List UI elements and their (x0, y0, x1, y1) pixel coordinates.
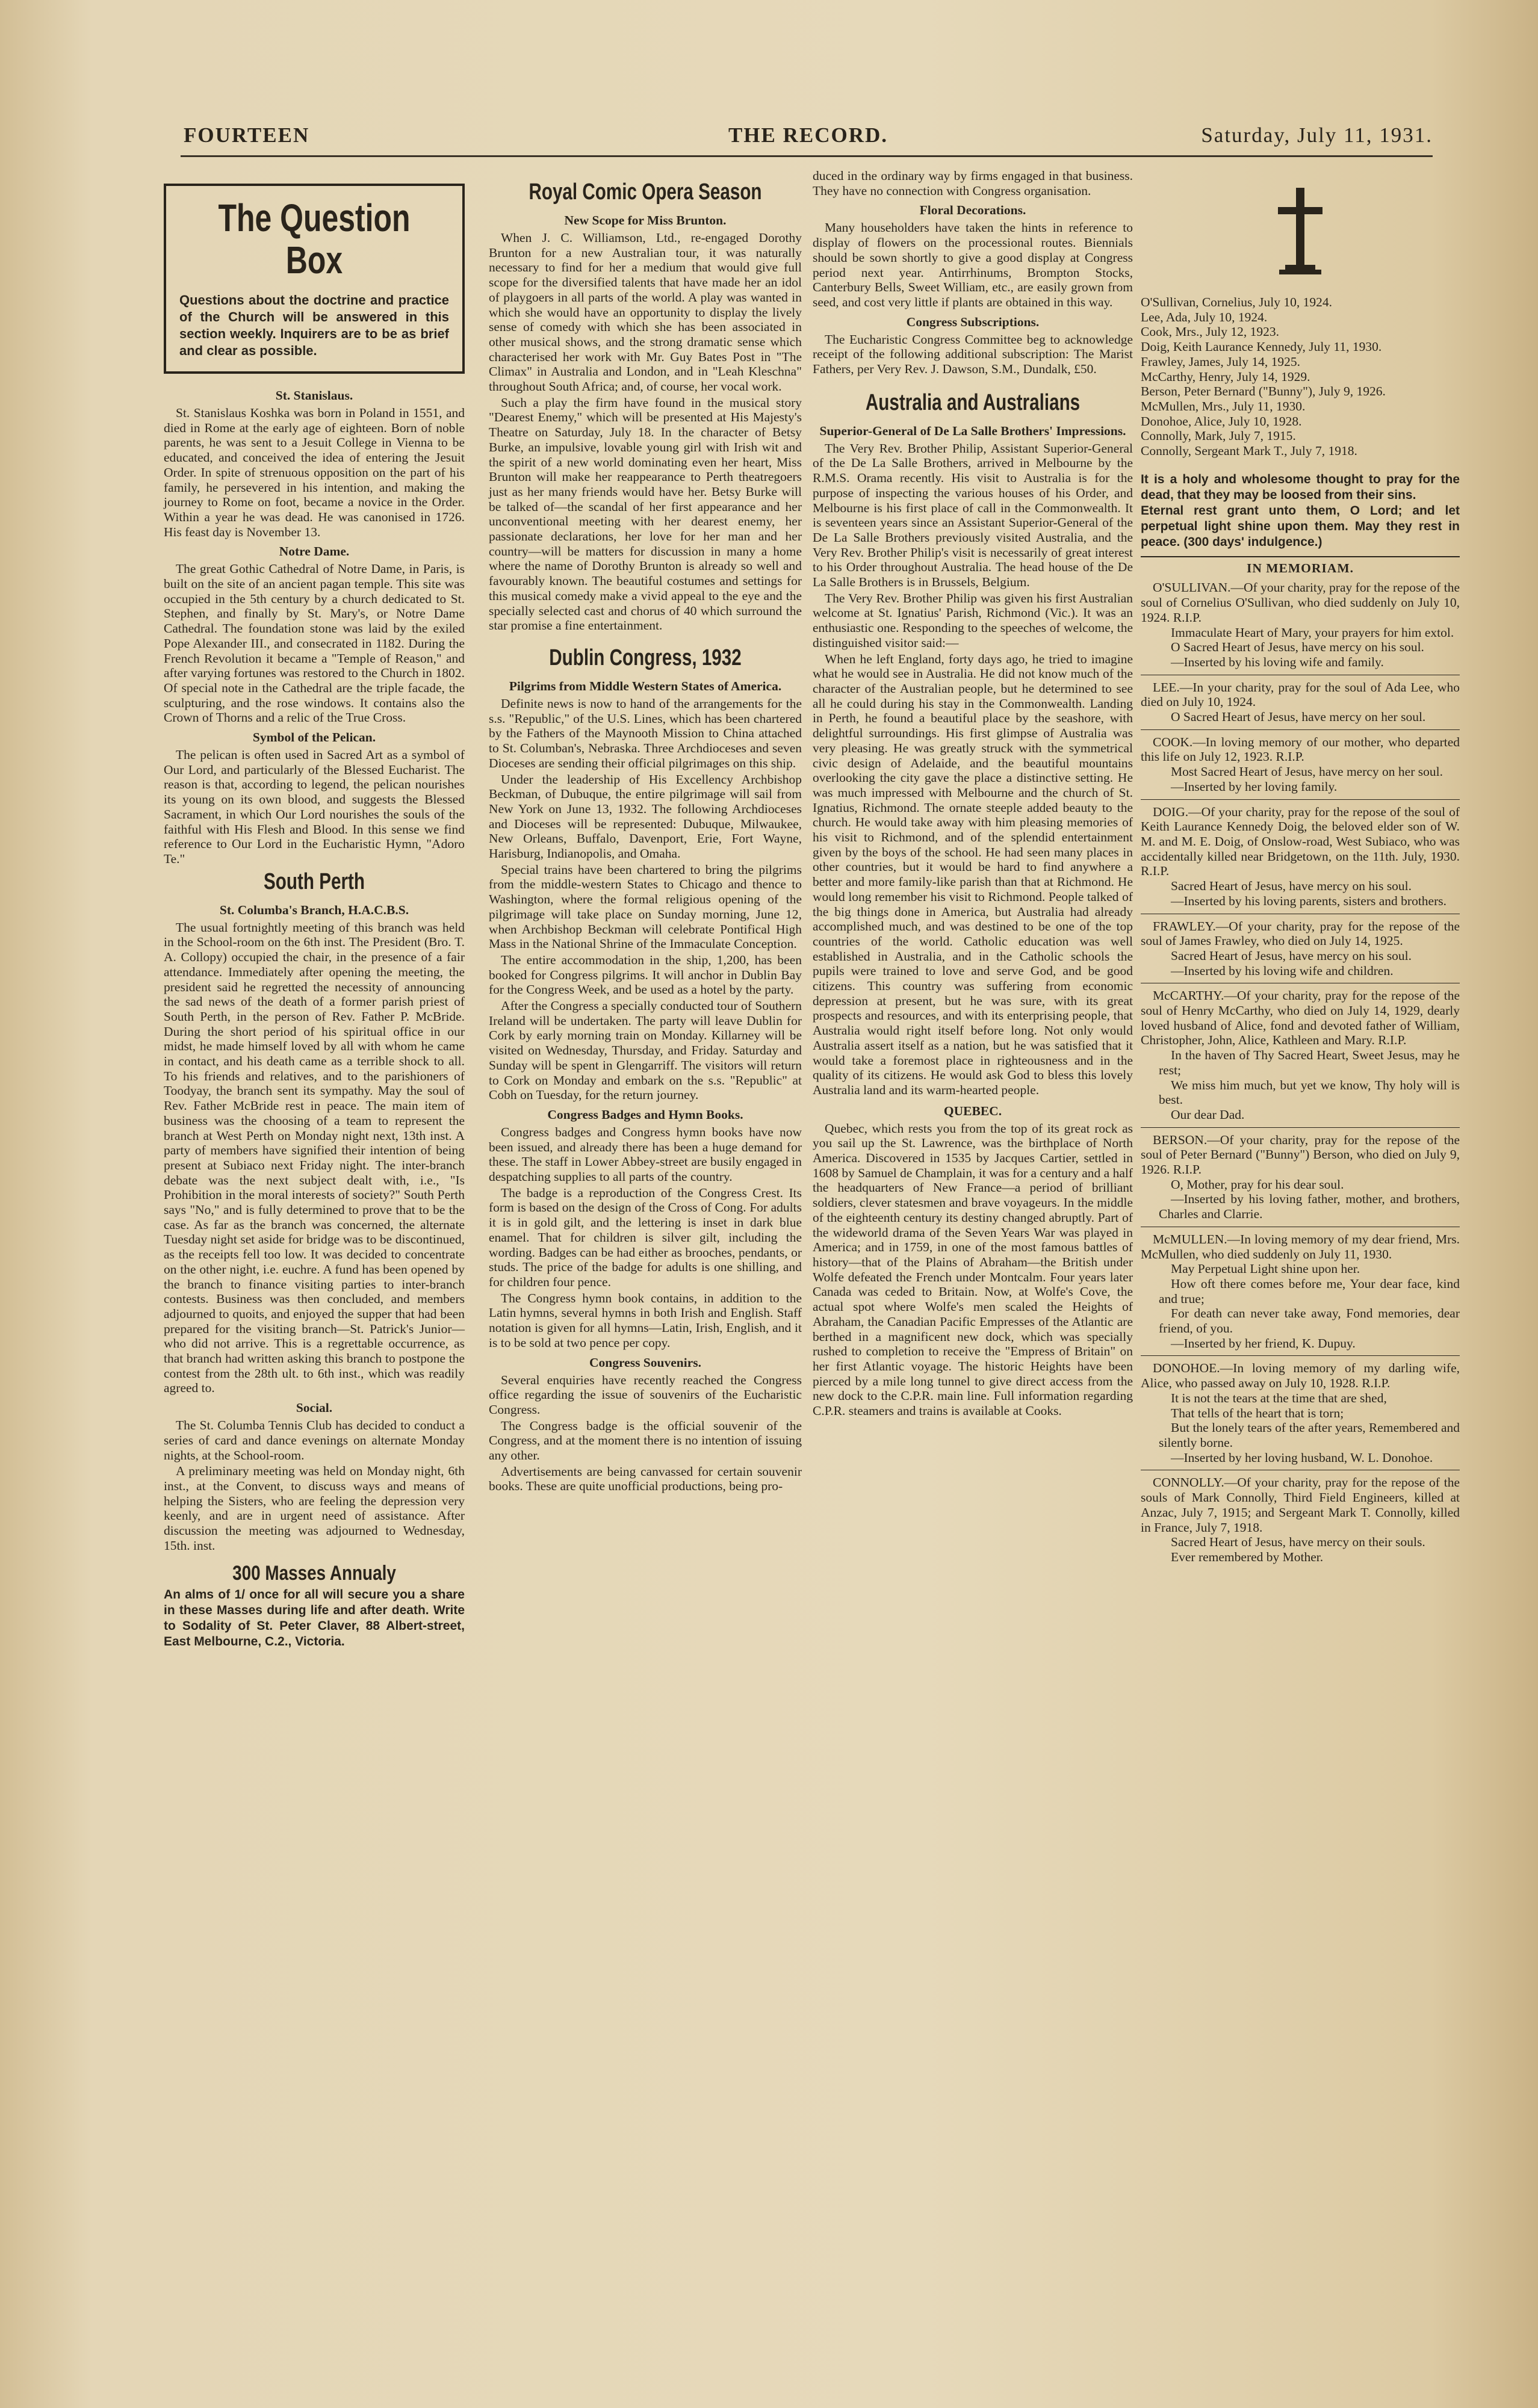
header-rule (181, 155, 1433, 157)
memoriam-divider (1141, 1355, 1460, 1356)
memoriam-line: FRAWLEY.—Of your charity, pray for the repose of the soul of James Frawley, who died on July 14, 1925. (1141, 918, 1460, 949)
article-continued: duced in the ordinary way by firms engaged in that business. They have no connection with Congress organisation. (813, 169, 1133, 198)
heading-superior-general: Superior-General of De La Salle Brothers' Impressions. (819, 423, 1126, 438)
column-2 (489, 169, 802, 1495)
memoriam-line: Our dear Dad. (1171, 1107, 1245, 1122)
obituary-entry: Connolly, Sergeant Mark T., July 7, 1918. (1141, 444, 1357, 459)
article-dublin-3: Special trains have been chartered to bring the pilgrims from the middle-western States to Chicago and thence to Washington, where the formal religious opening of the pilgrimage will take place on Sunday morning, June 12, when Archbishop Beckman will celebrate Pontifical High Mass in the National Shrine of the Immaculate Conception. (489, 862, 802, 952)
obituary-entry: Doig, Keith Laurance Kennedy, July 11, 1930. (1141, 339, 1382, 354)
memoriam-line: That tells of the heart that is torn; (1171, 1405, 1344, 1420)
memoriam-line: —Inserted by her loving family. (1171, 779, 1338, 794)
question-box-title: The Question Box (218, 196, 411, 282)
article-dublin-8: The Congress hymn book contains, in addition to the Latin hymns, several hymns in both Irish and English. Staff notation is given for all hymns—Latin, Irish, English, and it is to be sold at two pence per copy. (489, 1290, 802, 1350)
heading-notre-dame: Notre Dame. (279, 544, 350, 559)
article-dublin-5: After the Congress a specially conducted tour of Southern Ireland will be undertaken. The party will leave Dublin for Cork by early morning train on Monday. Killarney will be visited on Wednesday, Thursday, and Friday. Saturday and Sunday will be spent in Glengarriff. The visitors will return to Cork on Monday and embark on the s.s. "Republic" at Cobh on Tuesday, for the return journey. (489, 998, 802, 1103)
article-opera-1: When J. C. Williamson, Ltd., re-engaged Dorothy Brunton for a new Australian tour, it was naturally necessary to find for her a medium that would give full scope for the diversified talents that have made her an idol of playgoers in all parts of the world. A play was wanted in which she would have an opportunity to display the lively sense of comedy with which she has been associated in other musical shows, and the strong dramatic sense which characterised her work with Mr. Guy Bates Post in "The Climax" in Australia and London, and in "Leah Kleschna" throughout South Africa; and, of course, her vocal work. (489, 231, 802, 394)
article-dublin-2: Under the leadership of His Excellency Archbishop Beckman, of Dubuque, the entire pilgrimage will sail from New York on June 13, 1932. The following Archdioceses and Dioceses will be represented: Dubuque, Milwaukee, New Orleans, Buffalo, Davenport, Erie, Fort Wayne, Harisburg, Indianopolis, and Omaha. (489, 772, 802, 861)
title-masses: 300 Masses Annualy (232, 1561, 396, 1585)
article-australia-2: The Very Rev. Brother Philip was given his first Australian welcome at St. Ignatius' Parish, Richmond (Vic.). It was an enthusiastic one. Responding to the speeches of welcome, the distinguished visitor said:— (813, 590, 1133, 650)
memoriam-line: Sacred Heart of Jesus, have mercy on their souls. (1171, 1535, 1425, 1550)
article-quebec: Quebec, which rests you from the top of its great rock as you sail up the St. Lawrence, was the birthplace of North America. Discovered in 1535 by Jacques Cartier, settled in 1608 by Samuel de Champlain, it was for a century and a half the headquarters of New France—a period of brilliant soldiers, clever statesmen and brave voyageurs. In the middle of the eighteenth century its destiny changed abruptly. Part of the wideworld drama of the Seven Years War was played in America; and in 1759, in one of the most famous battles of history—that of the Plains of Abraham—the British under Wolfe defeated the French under Montcalm. Four years later Canada was ceded to Britain. Now, at Wolfe's Cove, the actual spot where Wolfe's men scaled the Heights of Abraham, the Canadian Pacific Empresses of the Atlantic are berthed in a magnificent new dock, which was specially rushed to completion to receive the "Empress of Britain" on her first Atlantic voyage. The historic Heights have been pierced by a mile long tunnel to give direct access from the new dock to the C.P.R. main line. Full information regarding C.P.R. steamers and trains is available at Cooks. (813, 1121, 1133, 1419)
memoriam-line: We miss him much, but yet we know, Thy holy will is best. (1159, 1077, 1460, 1107)
article-floral: Many householders have taken the hints in reference to display of flowers on the processional routes. Biennials should be sown shortly to give a good display at Congress period next year. Antirrhinums, Brompton Stocks, Canterbury Bells, Sweet William, etc., are easily grown from seed, and cost very little if plants are obtained in this way. (813, 220, 1133, 309)
memoriam-line: Most Sacred Heart of Jesus, have mercy on her soul. (1171, 764, 1443, 779)
column-1 (164, 169, 465, 1650)
memoriam-line: For death can never take away, Fond memories, dear friend, of you. (1159, 1306, 1460, 1336)
memoriam-line: —Inserted by her friend, K. Dupuy. (1171, 1336, 1356, 1351)
memoriam-line: —Inserted by his loving parents, sisters and brothers. (1171, 893, 1447, 908)
article-dublin-4: The entire accommodation in the ship, 1,200, has been booked for Congress pilgrims. It will anchor in Dublin Bay for the Congress Week, and be used as a hotel by the party. (489, 952, 802, 997)
memoriam-divider (1141, 729, 1460, 730)
obituary-entry: Berson, Peter Bernard ("Bunny"), July 9, 1926. (1141, 384, 1386, 399)
article-dublin-1: Definite news is now to hand of the arrangements for the s.s. "Republic," of the U.S. Lines, which has been chartered by the Fathers of the Maynooth Mission to China attached to St. Columban's, Nebraska. Three Archdioceses and seven Dioceses are sending their official pilgrimages on this ship. (489, 696, 802, 770)
question-box (164, 184, 465, 374)
obituary-entry: Cook, Mrs., July 12, 1923. (1141, 324, 1279, 339)
article-pelican: The pelican is often used in Sacred Art as a symbol of Our Lord, and particularly of the Blessed Eucharist. The reason is that, according to legend, the pelican nourishes its young on its own blood, and suggests the Blessed Sacrament, in which Our Lord nourishes the souls of the faithful with His Flesh and Blood. In this sense we find reference to Our Lord in the Eucharistic Hymn, "Adoro Te." (164, 747, 465, 866)
obituary-entry: Frawley, James, July 14, 1925. (1141, 354, 1300, 369)
title-opera: Royal Comic Opera Season (529, 179, 762, 205)
prayer-line-1: It is a holy and wholesome thought to pray for the dead, that they may be loosed from their sins. (1141, 472, 1460, 502)
heading-pilgrims: Pilgrims from Middle Western States of America. (509, 678, 782, 693)
memoriam-divider (1141, 799, 1460, 800)
memoriam-line: —Inserted by his loving father, mother, and brothers, Charles and Clarrie. (1159, 1192, 1460, 1222)
heading-stanislaus: St. Stanislaus. (275, 388, 353, 403)
heading-pelican: Symbol of the Pelican. (252, 730, 376, 745)
memoriam-line: It is not the tears at the time that are shed, (1171, 1390, 1387, 1405)
memoriam-line: O'SULLIVAN.—Of your charity, pray for the repose of the soul of Cornelius O'Sullivan, who died suddenly on July 10, 1924. R.I.P. (1141, 580, 1460, 625)
article-dublin-10: The Congress badge is the official souvenir of the Congress, and at the moment there is no intention of issuing any other. (489, 1418, 802, 1463)
article-dublin-11: Advertisements are being canvassed for certain souvenir books. These are quite unofficial productions, being pro- (489, 1464, 802, 1494)
prayer-line-2: Eternal rest grant unto them, O Lord; and let perpetual light shine upon them. May they rest in peace. (300 days' indulgence.) (1141, 503, 1460, 549)
question-box-description: Questions about the doctrine and practice of the Church will be answered in this section weekly. Inquirers are to be as brief and clear as possible. (179, 292, 449, 358)
memoriam-line: COOK.—In loving memory of our mother, who departed this life on July 12, 1923. R.I.P. (1141, 734, 1460, 764)
article-australia-1: The Very Rev. Brother Philip, Assistant Superior-General of the De La Salle Brothers, arrived in Melbourne by the R.M.S. Orama recently. His visit to Australia is for the purpose of inspecting the various houses of his Order, and Melbourne is his first place of call in the Commonwealth. It is seventeen years since an Assistant Superior-General of the De La Salle Brothers previously visited Australia, and the Very Rev. Brother Philip's visit is necessarily of great interest to his Order throughout Australia. The head house of the De La Salle Brothers is in Brussels, Belgium. (813, 441, 1133, 590)
memoriam-line: In the haven of Thy Sacred Heart, Sweet Jesus, may he rest; (1159, 1048, 1460, 1077)
heading-subscriptions: Congress Subscriptions. (906, 314, 1040, 329)
masses-notice: An alms of 1/ once for all will secure you a share in these Masses during life and after death. Write to Sodality of St. Peter Claver, 88 Albert-street, East Melbourne, C.2., Victoria. (164, 1587, 465, 1648)
page-number: FOURTEEN (184, 123, 310, 147)
memoriam-line: —Inserted by her loving husband, W. L. Donohoe. (1171, 1450, 1433, 1465)
obituary-entry: Lee, Ada, July 10, 1924. (1141, 309, 1268, 324)
title-australia: Australia and Australians (865, 389, 1081, 415)
heading-columba-branch: St. Columba's Branch, H.A.C.B.S. (219, 902, 409, 917)
heading-in-memoriam: IN MEMORIAM. (1246, 560, 1354, 575)
heading-floral: Floral Decorations. (919, 203, 1026, 218)
memoriam-line: McCARTHY.—Of your charity, pray for the repose of the soul of Henry McCarthy, who died on July 14, 1929, dearly loved husband of Alice, fond and devoted father of William, Christopher, John, Alice, Kathleen and Mary. R.I.P. (1141, 988, 1460, 1048)
title-dublin: Dublin Congress, 1932 (549, 645, 742, 670)
article-dublin-6: Congress badges and Congress hymn books have now been issued, and already there has been a huge demand for these. The staff in Lower Abbey-street are busily engaged in despatching supplies to all parts of the country. (489, 1124, 802, 1184)
obituary-entry: McMullen, Mrs., July 11, 1930. (1141, 398, 1306, 413)
article-south-perth-3: A preliminary meeting was held on Monday night, 6th inst., at the Convent, to discuss ways and means of helping the Sisters, who are feeling the depression very keenly, and are in urgent need of assistance. After discussion the meeting was adjourned to Wednesday, 15th. inst. (164, 1464, 465, 1553)
prayer-text (1141, 472, 1460, 550)
heading-quebec: QUEBEC. (943, 1103, 1002, 1118)
divider (1141, 556, 1460, 557)
memoriam-line: —Inserted by his loving wife and family. (1171, 654, 1384, 669)
memoriam-line: BERSON.—Of your charity, pray for the repose of the soul of Peter Bernard ("Bunny") Berson, who died on July 9, 1926. R.I.P. (1141, 1132, 1460, 1177)
masthead: THE RECORD. (728, 123, 888, 147)
obituary-entry: McCarthy, Henry, July 14, 1929. (1141, 369, 1310, 384)
memoriam-line: DONOHOE.—In loving memory of my darling wife, Alice, who passed away on July 10, 1928. R.I.P. (1141, 1361, 1460, 1391)
obituary-entry: O'Sullivan, Cornelius, July 10, 1924. (1141, 295, 1333, 309)
article-dublin-7: The badge is a reproduction of the Congress Crest. Its form is based on the design of the Cross of Cong. For adults it is in gold gilt, and the lettering is inset in dark blue enamel. That for children is silver gilt, including the wording. Badges can be had either as brooches, pendants, or studs. The price of the badge for adults is one shilling, and for children four pence. (489, 1185, 802, 1289)
article-dublin-9: Several enquiries have recently reached the Congress office regarding the issue of souvenirs of the Eucharistic Congress. (489, 1372, 802, 1417)
memoriam-line: How oft there comes before me, Your dear face, kind and true; (1159, 1276, 1460, 1306)
memoriam-line: O Sacred Heart of Jesus, have mercy on her soul. (1171, 710, 1426, 725)
memoriam-line: But the lonely tears of the after years, Remembered and silently borne. (1159, 1420, 1460, 1450)
memoriam-line: CONNOLLY.—Of your charity, pray for the repose of the souls of Mark Connolly, Third Field Engineers, killed at Anzac, July 7, 1915; and Sergeant Mark T. Connolly, killed in France, July 7, 1918. (1141, 1475, 1460, 1535)
issue-date: Saturday, July 11, 1931. (1201, 123, 1433, 147)
obituary-entry: Donohoe, Alice, July 10, 1928. (1141, 413, 1302, 429)
article-opera-2: Such a play the firm have found in the musical story "Dearest Enemy," which will be presented at His Majesty's Theatre on Saturday, July 18. In the character of Betsy Burke, an impulsive, lovable young girl with Irish wit and the spirit of a new world dominating even her heart, Miss Brunton will make her reappearance to Perth theatregoers just as her many friends would have her. Betsy Burke will be talked of—the scandal of her first appearance and her unconventional meeting with her dearest enemy, her passionate declarations, her love for her man and her country—will be matters for discussion in many a home where the name of Dorothy Brunton is already so well and favourably known. The beautiful costumes and settings for this musical comedy make a vivid appeal to the eye and the specially selected cast and chorus of 40 which surround the star promise a fine entertainment. (489, 395, 802, 633)
heading-badges: Congress Badges and Hymn Books. (547, 1107, 743, 1122)
article-notre-dame: The great Gothic Cathedral of Notre Dame, in Paris, is built on the site of an ancient pagan temple. This site was occupied in the 5th century by a church dedicated to St. Stephen, and finally by St. Mary's, or Notre Dame Cathedral. The foundation stone was laid by the exiled Pope Alexander III., and consecrated in 1182. During the French Revolution it became a "Temple of Reason," and after varying fortunes was restored to the Church in 1802. Of special note in the Cathedral are the triple facade, the sculpturing, and the rose windows. It contains also the Crown of Thorns and a relic of the True Cross. (164, 562, 465, 725)
article-australia-3: When he left England, forty days ago, he tried to imagine what he would see in Australia. He did not know much of the character of the Australian people, but he determined to see all he could during his stay in the Commonwealth. Landing in Perth, he found a beautiful place by the seashore, with delightful surroundings. His first glimpse of Australia was very pleasing. He was greatly struck with the symmetrical civic design of Adelaide, and the beautiful mountains overlooking the city gave the place a distinctive setting. He was much impressed with Melbourne and the church of St. Ignatius, Richmond. The ornate steeple added beauty to the church. He would take away with him pleasing memories of his visit to Richmond, and of the splendid entertainment given by the boys of the school. He had seen many places in other countries, but it would be hard to find anywhere a better and more family-like parish than that at Richmond. He would long remember his visit to Richmond. People talked of the big things done in America, but Australia had already accomplished much, and was destined to be one of the top countries of the world. Catholic education was well established in Australia, and in the Catholic schools the pupils were trained to love and serve God, and be good citizens. This country was suffering from economic depression at present, but he was sure, with its great prospects and resources, and with its enterprising people, that Australia would right itself before long. Not only would Australia assert itself as a nation, but he was satisfied that it would take a foremost place in righteousness and in the quality of its citizens. He would ask God to bless this lovely Australia land and its warm-hearted people. (813, 651, 1133, 1097)
article-stanislaus: St. Stanislaus Koshka was born in Poland in 1551, and died in Rome at the early age of eighteen. Born of noble parents, he was sent to a Jesuit College in Vienna to be educated, and conceived the idea of entering the Jesuit Order. In spite of strenuous opposition on the part of his family, he persevered in his intention, and making the journey to Rome on foot, became a novice in the Order. Within a year he was dead. He was canonised in 1726. His feast day is November 13. (164, 406, 465, 539)
heading-social: Social. (296, 1401, 333, 1416)
memoriam-line: Sacred Heart of Jesus, have mercy on his soul. (1171, 948, 1412, 963)
memoriam-line: Ever remembered by Mother. (1171, 1549, 1324, 1564)
column-4 (1141, 169, 1460, 1565)
memoriam-divider (1141, 1127, 1460, 1128)
memoriam-line: LEE.—In your charity, pray for the soul of Ada Lee, who died on July 10, 1924. (1141, 679, 1460, 710)
page-header (184, 123, 1433, 153)
article-south-perth-2: The St. Columba Tennis Club has decided to conduct a series of card and dance evenings on alternate Monday nights, at the School-room. (164, 1418, 465, 1462)
memoriam-list (1141, 580, 1460, 1564)
memoriam-line: Sacred Heart of Jesus, have mercy on his soul. (1171, 879, 1412, 894)
article-subscriptions: The Eucharistic Congress Committee beg to acknowledge receipt of the following additional subscription: The Marist Fathers, per Very Rev. J. Dawson, S.M., Dundalk, £50. (813, 332, 1133, 377)
title-south-perth: South Perth (264, 868, 365, 894)
memoriam-line: O Sacred Heart of Jesus, have mercy on his soul. (1171, 640, 1424, 655)
article-south-perth-1: The usual fortnightly meeting of this branch was held in the School-room on the 6th inst. The President (Bro. T. A. Collopy) occupied the chair, in the presence of a fair attendance. Immediately after opening the meeting, the president said he regretted the necessity of announcing the sad news of the death of a former parish priest of South Perth, in the person of Rev. Father P. McBride. During the short period of his spiritual office in our midst, he made himself loved by all with whom he came in contact, and his death came as a terrible shock to all. To his friends and relatives, and to the parishioners of Toodyay, the branch sent its sympathy. May the soul of Rev. Father McBride rest in peace. The main item of business was the choosing of a team to represent the branch at West Perth on Monday night next, 13th inst. A party of members have signified their intention of being present at Subiaco next Friday night. The inter-branch debate was the next subject dealt with, i.e., "Is Prohibition in the moral interests of society?" South Perth says "No," and is fully determined to prove that to be the case. As far as the branch was concerned, the alternate Tuesday night set aside for bridge was to be discontinued, as the receipts fell too low. It was decided to concentrate on the other night, i.e. euchre. A fund has been opened by the branch to finance visiting parties to inter-branch contests. Business was then concluded, and members adjourned to quoits, and enjoyed the supper that had been prepared for the visiting branch—St. Patrick's Junior—who did not arrive. This is a regrettable occurrence, as that branch had written asking this branch to postpone the contest from the 28th ult. to 6th inst., which was readily agreed to. (164, 920, 465, 1396)
memoriam-line: O, Mother, pray for his dear soul. (1171, 1177, 1344, 1192)
heading-souvenirs: Congress Souvenirs. (589, 1355, 701, 1370)
heading-brunton: New Scope for Miss Brunton. (564, 213, 727, 227)
column-3 (813, 169, 1133, 1420)
obituary-entry: Connolly, Mark, July 7, 1915. (1141, 429, 1296, 444)
obituary-list (1141, 295, 1460, 459)
memoriam-line: —Inserted by his loving wife and children. (1171, 963, 1394, 978)
memoriam-line: DOIG.—Of your charity, pray for the repose of the soul of Keith Laurance Kennedy Doig, the beloved elder son of W. M. and M. E. Doig, of Onslow-road, West Subiaco, who was accidentally killed near Bridgetown, on the 11th. July, 1930. R.I.P. (1141, 804, 1460, 879)
memoriam-line: Immaculate Heart of Mary, your prayers for him extol. (1171, 625, 1454, 640)
memoriam-line: May Perpetual Light shine upon her. (1171, 1261, 1360, 1277)
cross-icon (1273, 187, 1327, 277)
memoriam-line: McMULLEN.—In loving memory of my dear friend, Mrs. McMullen, who died suddenly on July 11, 1930. (1141, 1231, 1460, 1261)
